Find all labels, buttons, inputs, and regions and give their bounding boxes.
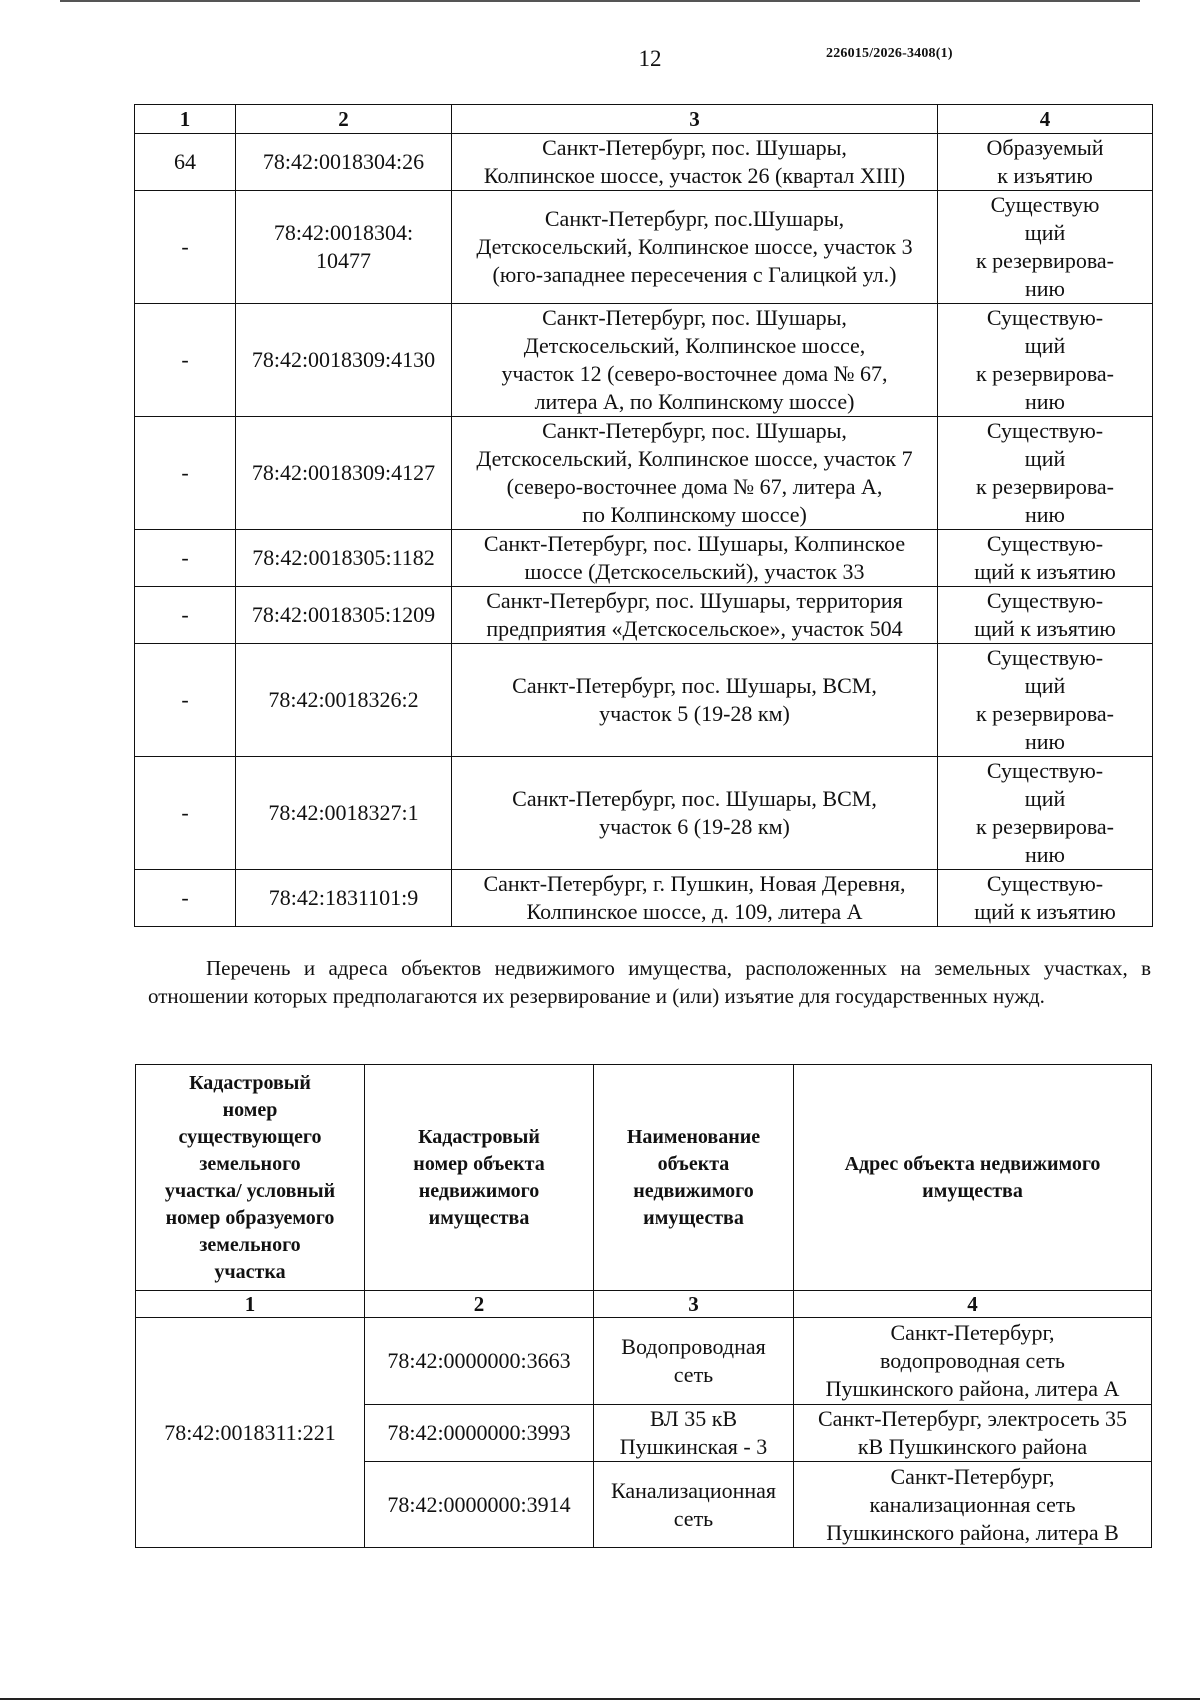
cadastral-number: 78:42:0018309:4130: [236, 304, 452, 417]
top-scan-edge: [60, 0, 1140, 2]
object-name: ВЛ 35 кВ Пушкинская - 3: [594, 1405, 794, 1462]
column-number: 1: [136, 1291, 365, 1318]
column-number: 4: [794, 1291, 1152, 1318]
plot-status: Образуемый к изъятию: [938, 134, 1153, 191]
row-number: -: [135, 757, 236, 870]
plot-address: Санкт-Петербург, пос. Шушары, территория предприятия «Детскосельское», участок 504: [452, 587, 938, 644]
plot-status: Существую- щий к изъятию: [938, 587, 1153, 644]
cadastral-number: 78:42:0018305:1209: [236, 587, 452, 644]
plot-status: Существую щий к резервирова- нию: [938, 191, 1153, 304]
plot-status: Существую- щий к резервирова- нию: [938, 304, 1153, 417]
header-object-name: Наименование объекта недвижимого имущества: [594, 1065, 794, 1291]
cadastral-number: 78:42:0018327:1: [236, 757, 452, 870]
column-number: 2: [365, 1291, 594, 1318]
plot-status: Существую- щий к резервирова- нию: [938, 417, 1153, 530]
column-number: 3: [452, 105, 938, 134]
cadastral-number: 78:42:0018326:2: [236, 644, 452, 757]
row-number: -: [135, 644, 236, 757]
object-cadastral-number: 78:42:0000000:3993: [365, 1405, 594, 1462]
plot-status: Существую- щий к изъятию: [938, 530, 1153, 587]
plot-address: Санкт-Петербург, пос. Шушары, Детскосельский, Колпинское шоссе, участок 12 (северо-восточнее дома № 67, литера А, по Колпинскому шоссе): [452, 304, 938, 417]
row-number: 64: [135, 134, 236, 191]
plot-cadastral-number: 78:42:0018311:221: [136, 1318, 365, 1548]
object-name: Водопроводная сеть: [594, 1318, 794, 1405]
cadastral-number: 78:42:0018304:26: [236, 134, 452, 191]
object-address: Санкт-Петербург, электросеть 35 кВ Пушкинского района: [794, 1405, 1152, 1462]
plot-status: Существую- щий к резервирова- нию: [938, 644, 1153, 757]
intro-paragraph: Перечень и адреса объектов недвижимого имущества, расположенных на земельных участках, в отношении которых предполагаются их резервирование и (или) изъятие для государственных нужд.: [148, 956, 1151, 1008]
object-address: Санкт-Петербург, водопроводная сеть Пушкинского района, литера А: [794, 1318, 1152, 1405]
row-number: -: [135, 304, 236, 417]
plot-address: Санкт-Петербург, г. Пушкин, Новая Деревня, Колпинское шоссе, д. 109, литера А: [452, 870, 938, 927]
row-number: -: [135, 587, 236, 644]
page-number: 12: [638, 46, 662, 71]
plot-address: Санкт-Петербург, пос. Шушары, Колпинское шоссе, участок 26 (квартал XIII): [452, 134, 938, 191]
column-number: 1: [135, 105, 236, 134]
cadastral-number: 78:42:0018304: 10477: [236, 191, 452, 304]
plot-address: Санкт-Петербург, пос. Шушары, Колпинское шоссе (Детскосельский), участок 33: [452, 530, 938, 587]
land-plots-table: [134, 104, 1153, 927]
row-number: -: [135, 417, 236, 530]
table-row: [135, 870, 1153, 927]
object-name: Канализационная сеть: [594, 1462, 794, 1548]
object-address: Санкт-Петербург, канализационная сеть Пушкинского района, литера В: [794, 1462, 1152, 1548]
object-cadastral-number: 78:42:0000000:3914: [365, 1462, 594, 1548]
table-row: [135, 757, 1153, 870]
table-row: [135, 134, 1153, 191]
column-number: 4: [938, 105, 1153, 134]
header-plot-cadastral: Кадастровый номер существующего земельного участка/ условный номер образуемого земельного участка: [136, 1065, 365, 1291]
header-object-cadastral: Кадастровый номер объекта недвижимого имущества: [365, 1065, 594, 1291]
plot-address: Санкт-Петербург, пос.Шушары, Детскосельский, Колпинское шоссе, участок 3 (юго-западнее пересечения с Галицкой ул.): [452, 191, 938, 304]
column-number: 2: [236, 105, 452, 134]
column-number: 3: [594, 1291, 794, 1318]
plot-address: Санкт-Петербург, пос. Шушары, ВСМ, участок 6 (19-28 км): [452, 757, 938, 870]
cadastral-number: 78:42:1831101:9: [236, 870, 452, 927]
bottom-scan-edge: [0, 1698, 1200, 1700]
cadastral-number: 78:42:0018309:4127: [236, 417, 452, 530]
header-object-address: Адрес объекта недвижимого имущества: [794, 1065, 1152, 1291]
column-number-row: [136, 1291, 1152, 1318]
table-row: [136, 1318, 1152, 1405]
cadastral-number: 78:42:0018305:1182: [236, 530, 452, 587]
real-estate-objects-table: [135, 1064, 1152, 1548]
plot-address: Санкт-Петербург, пос. Шушары, Детскосельский, Колпинское шоссе, участок 7 (северо-восточнее дома № 67, литера А, по Колпинскому шоссе): [452, 417, 938, 530]
table-row: [135, 530, 1153, 587]
row-number: -: [135, 530, 236, 587]
object-cadastral-number: 78:42:0000000:3663: [365, 1318, 594, 1405]
table-row: [135, 191, 1153, 304]
table-row: [135, 644, 1153, 757]
column-number-row: [135, 105, 1153, 134]
row-number: -: [135, 191, 236, 304]
table-row: [135, 417, 1153, 530]
plot-address: Санкт-Петербург, пос. Шушары, ВСМ, участок 5 (19-28 км): [452, 644, 938, 757]
header-row: [136, 1065, 1152, 1291]
plot-status: Существую- щий к резервирова- нию: [938, 757, 1153, 870]
document-code: 226015/2026-3408(1): [826, 46, 953, 61]
plot-status: Существую- щий к изъятию: [938, 870, 1153, 927]
table-row: [135, 587, 1153, 644]
row-number: -: [135, 870, 236, 927]
table-row: [135, 304, 1153, 417]
